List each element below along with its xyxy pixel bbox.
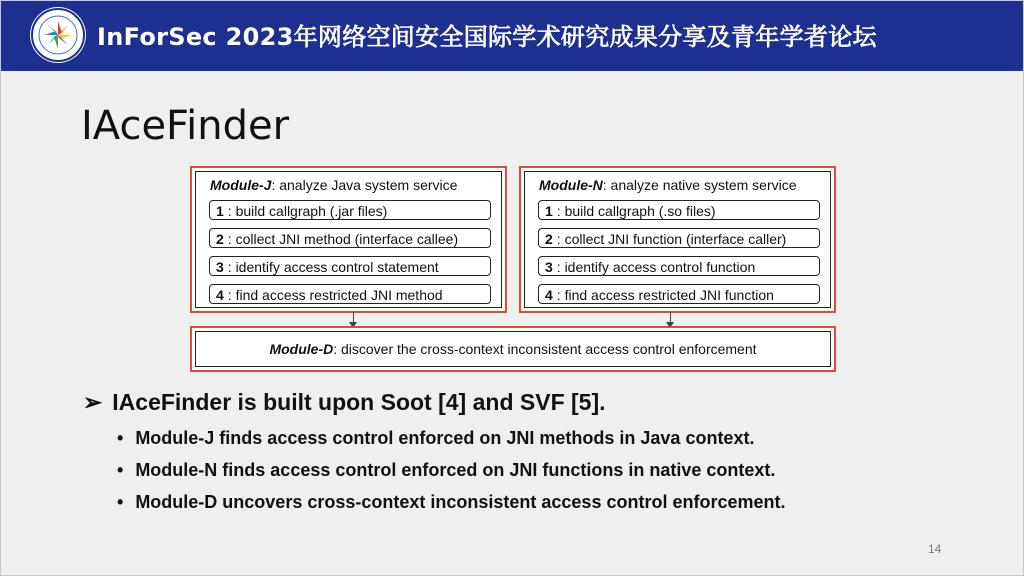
slide-title: IAceFinder	[81, 103, 290, 149]
module-n-step-4: 4 : find access restricted JNI function	[538, 284, 820, 304]
bullet-dot-icon: •	[117, 492, 124, 512]
main-bullet	[83, 389, 606, 416]
inforsec-logo-icon	[30, 7, 86, 63]
module-n-step-3: 3 : identify access control function	[538, 256, 820, 276]
module-n-inner	[524, 171, 831, 308]
module-d-name: Module-D	[269, 341, 334, 357]
page-number: 14	[928, 542, 942, 556]
module-j-heading	[210, 177, 457, 193]
sub-bullet	[117, 492, 785, 513]
sub-bullet	[117, 428, 754, 449]
module-d-text	[196, 341, 830, 357]
module-n-name: Module-N	[539, 177, 603, 193]
bullet-dot-icon: •	[117, 428, 124, 448]
module-j-step-3: 3 : identify access control statement	[209, 256, 491, 276]
module-n-step-1: 1 : build callgraph (.so files)	[538, 200, 820, 220]
module-j-step-2: 2 : collect JNI method (interface callee)	[209, 228, 491, 248]
arrow-bullet-icon: ➢	[83, 389, 103, 415]
module-j-name: Module-J	[210, 177, 272, 193]
module-n-step-2: 2 : collect JNI function (interface caller)	[538, 228, 820, 248]
header-title: InForSec 2023年网络空间安全国际学术研究成果分享及青年学者论坛	[97, 23, 877, 51]
module-j-step-1: 1 : build callgraph (.jar files)	[209, 200, 491, 220]
module-j-step-4: 4 : find access restricted JNI method	[209, 284, 491, 304]
module-d-desc: : discover the cross-context inconsistent access control enforcement	[333, 341, 757, 357]
module-j-box	[190, 166, 507, 313]
module-n-box	[519, 166, 836, 313]
sub-bullet-text: Module-J finds access control enforced on JNI methods in Java context.	[135, 428, 755, 448]
sub-bullet-text: Module-D uncovers cross-context inconsistent access control enforcement.	[135, 492, 786, 512]
module-d-box	[190, 326, 836, 372]
sub-bullet	[117, 460, 775, 481]
module-j-desc: : analyze Java system service	[271, 177, 458, 193]
module-j-inner	[195, 171, 502, 308]
module-n-desc: : analyze native system service	[602, 177, 797, 193]
header-bar	[1, 1, 1023, 71]
module-n-heading	[539, 177, 797, 193]
module-d-inner	[195, 331, 831, 367]
sub-bullet-text: Module-N finds access control enforced on JNI functions in native context.	[135, 460, 776, 480]
main-bullet-text: IAceFinder is built upon Soot [4] and SVF [5].	[112, 389, 606, 415]
bullet-dot-icon: •	[117, 460, 124, 480]
